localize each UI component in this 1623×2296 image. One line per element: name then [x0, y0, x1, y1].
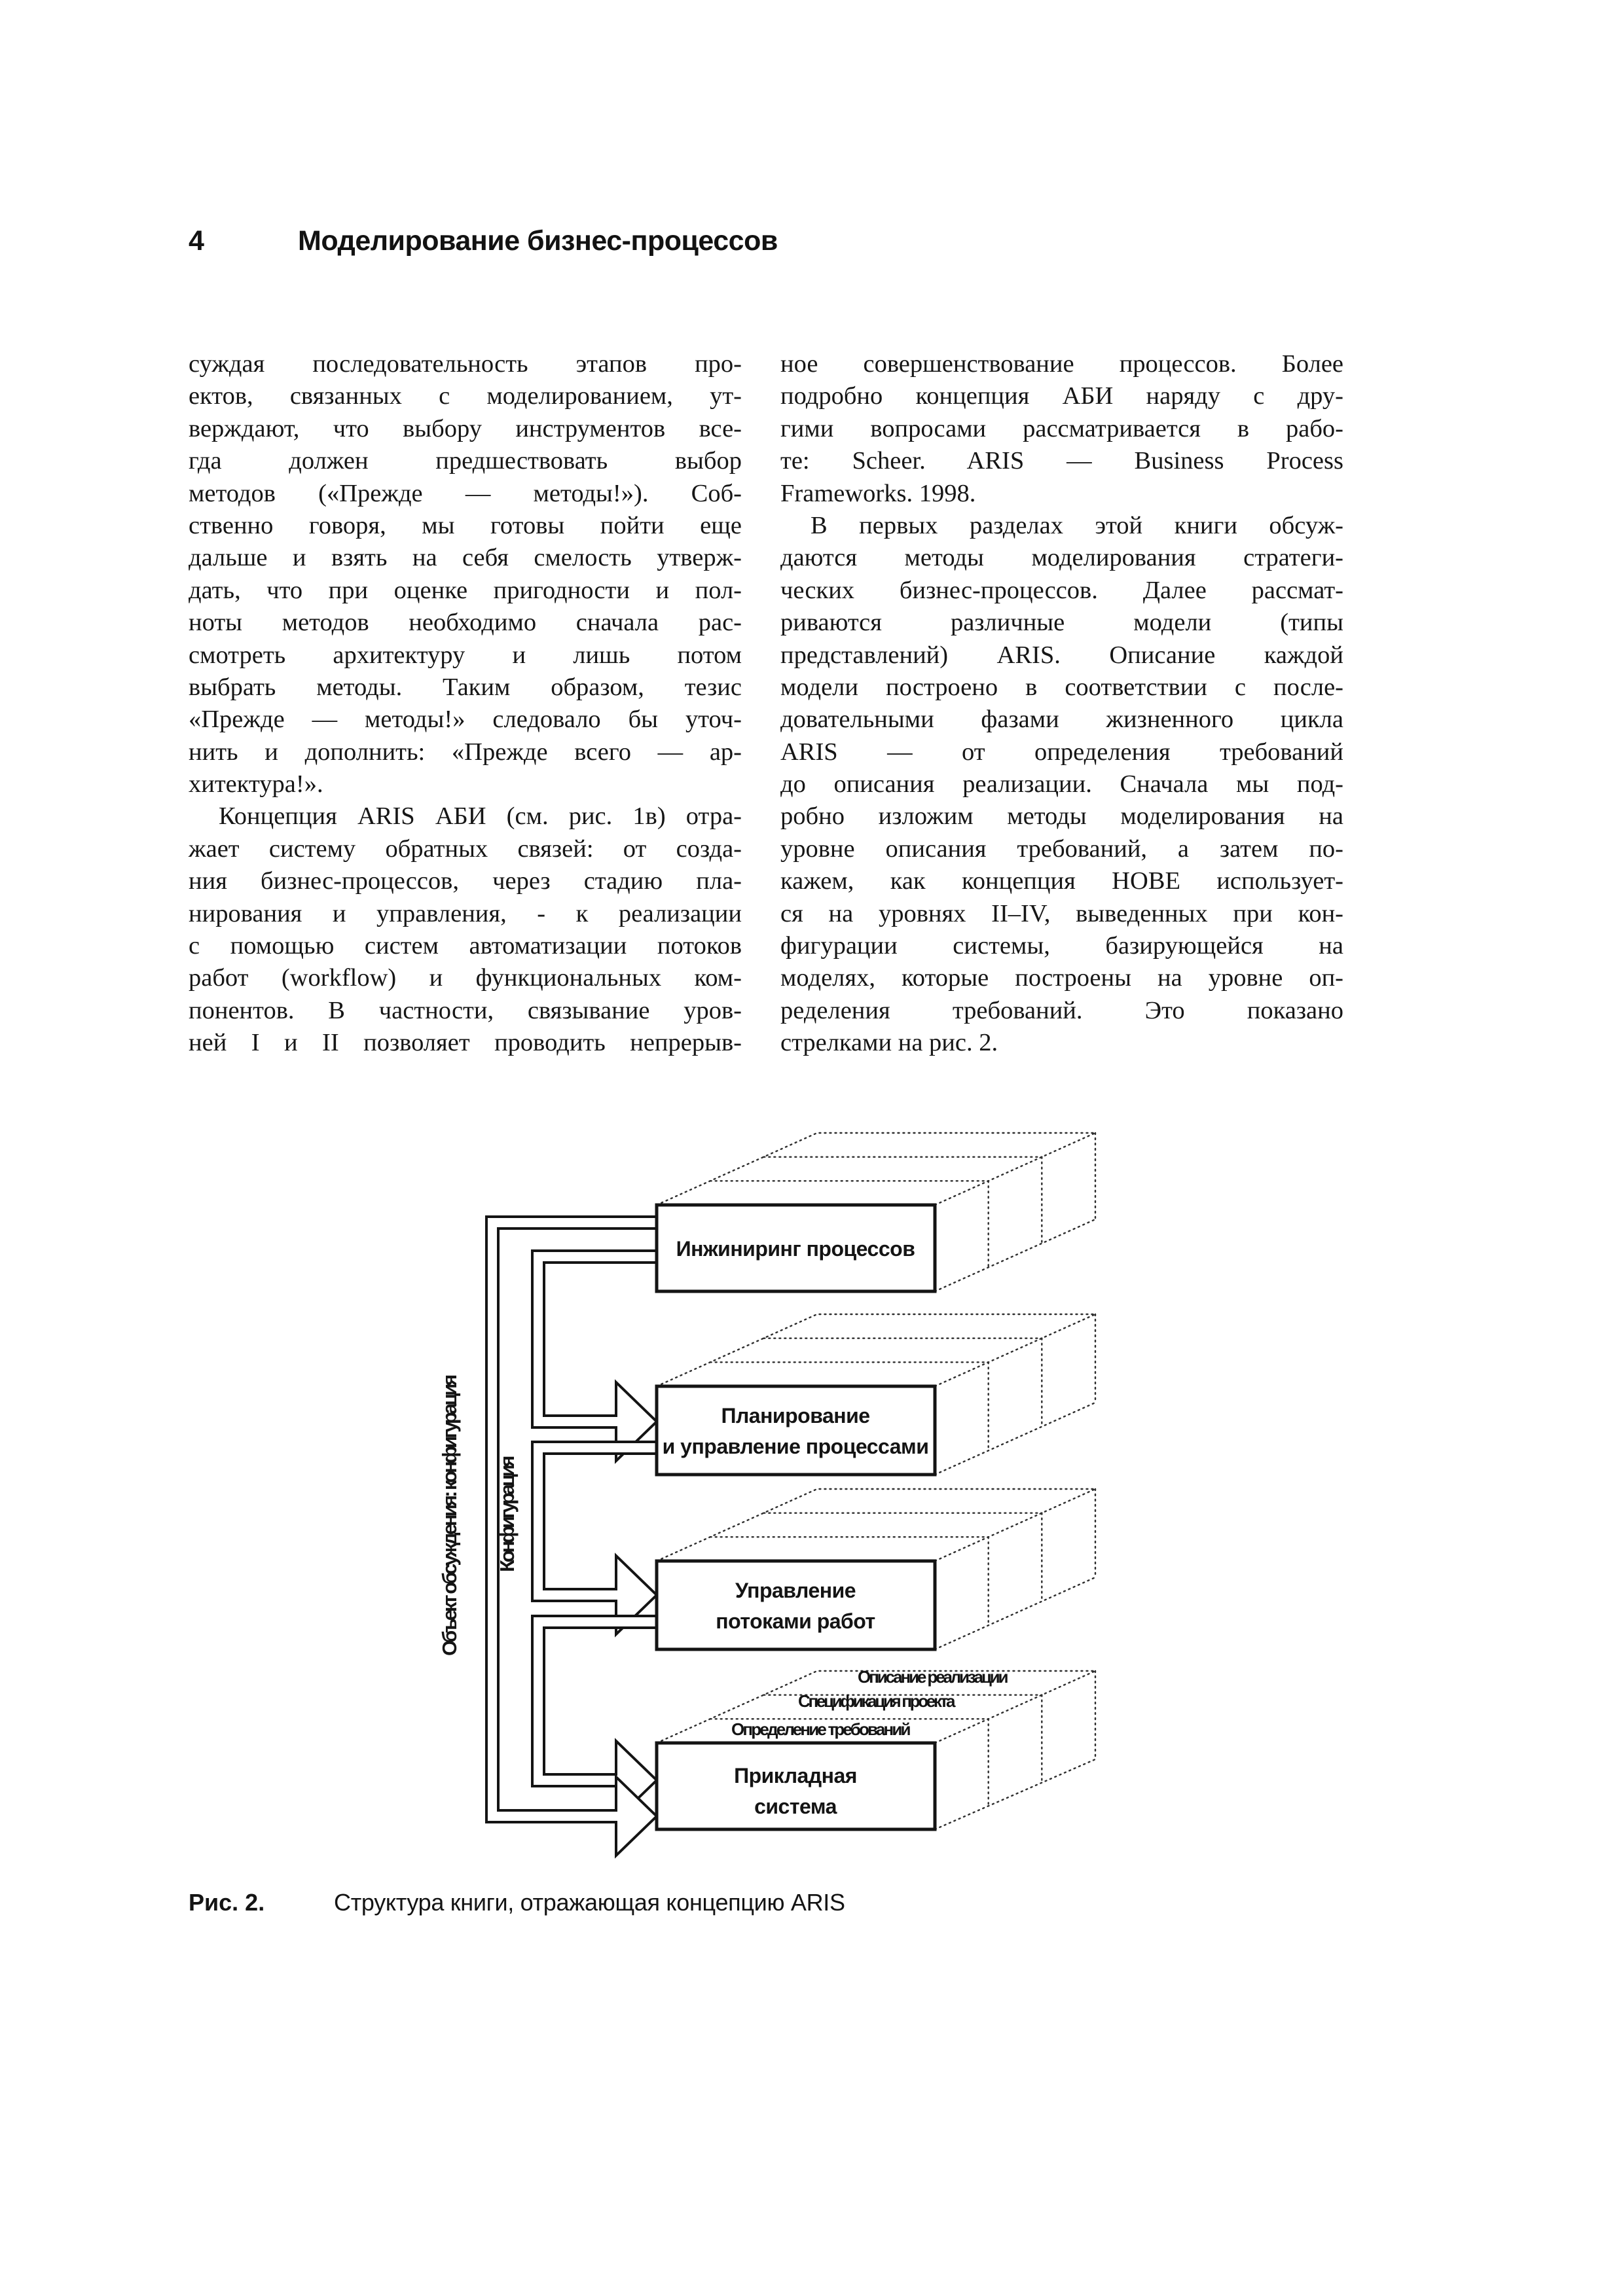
figure-caption [0, 1889, 1623, 1922]
text-line: ственно говоря, мы готовы пойти еще [189, 511, 742, 539]
figure-caption-label: Рис. 2. [189, 1889, 265, 1916]
text-line: Frameworks. 1998. [780, 479, 976, 507]
box-label-workflow-line1: Управление [735, 1579, 856, 1602]
text-line: моделях, которые построены на уровне оп- [780, 964, 1343, 992]
box-workflow-control [657, 1561, 935, 1649]
text-line: смотреть архитектуру и лишь потом [189, 641, 742, 669]
text-line: хитектура!». [189, 770, 323, 798]
text-line: Концепция ARIS АБИ (см. рис. 1в) отра- [219, 802, 742, 831]
figure-caption-text: Структура книги, отражающая концепцию ARIS [334, 1889, 845, 1916]
text-line: ческих бизнес-процессов. Далее рассмат- [780, 576, 1343, 604]
figure-2-diagram [406, 1106, 1120, 1878]
text-line: дать, что при оценке пригодности и пол- [189, 576, 742, 604]
box-label-planning-line2: и управление процессами [662, 1435, 929, 1458]
text-line: нить и дополнить: «Прежде всего — ар- [189, 738, 742, 766]
page-number: 4 [189, 225, 204, 257]
text-line: робно изложим методы моделирования на [780, 802, 1343, 831]
layer-label-requirements-definition: Определение требований [731, 1719, 911, 1739]
text-line: гда должен предшествовать выбор [189, 447, 742, 475]
text-line: «Прежде — методы!» следовало бы уточ- [189, 706, 742, 734]
text-line: с помощью систем автоматизации потоков [189, 932, 742, 960]
text-line: до описания реализации. Сначала мы под- [780, 770, 1343, 798]
text-line: гими вопросами рассматривается в рабо- [780, 414, 1343, 442]
text-line: кажем, как концепция HOBE использует- [780, 867, 1343, 895]
text-line: понентов. В частности, связывание уров- [189, 996, 742, 1024]
text-line: суждая последовательность этапов про- [189, 350, 742, 378]
text-line: даются методы моделирования стратеги- [780, 544, 1343, 572]
text-column-right [780, 348, 1343, 1060]
text-line: ноты методов необходимо сначала рас- [189, 609, 742, 637]
layer-label-implementation-description: Описание реализации [858, 1667, 1008, 1687]
connector-box3-to-box4-arrow [532, 1616, 657, 1820]
layer-label-design-specification: Спецификация проекта [798, 1691, 955, 1711]
text-line: уровне описания требований, а затем по- [780, 834, 1343, 863]
vertical-label-configuration: Конфигурация [496, 1456, 519, 1572]
box-label-process-engineering: Инжиниринг процессов [676, 1237, 915, 1261]
text-line: ектов, связанных с моделированием, ут- [189, 382, 742, 410]
text-line: работ (workflow) и функциональных ком- [189, 964, 742, 992]
text-line: модели построено в соответствии с после- [780, 673, 1343, 701]
text-line: дальше и взять на себя смелость утверж- [189, 544, 742, 572]
text-line: подробно концепция АБИ наряду с дру- [780, 382, 1343, 410]
text-line: верждают, что выбору инструментов все- [189, 414, 742, 442]
box-label-planning-line1: Планирование [721, 1404, 870, 1427]
box-label-application-line2: система [754, 1795, 837, 1818]
text-line: риваются различные модели (типы [780, 609, 1343, 637]
vertical-label-discussion-object: Объект обсуждения: конфигурация [438, 1374, 461, 1656]
box-label-application-line1: Прикладная [734, 1764, 857, 1787]
box-planning-control [657, 1386, 935, 1475]
text-line: фигурации системы, базирующейся на [780, 932, 1343, 960]
text-line: В первых разделах этой книги обсуж- [811, 511, 1343, 539]
text-line: ния бизнес-процессов, через стадию пла- [189, 867, 742, 895]
connector-box2-to-box3-arrow [532, 1442, 657, 1634]
text-line: довательными фазами жизненного цикла [780, 706, 1343, 734]
text-line: жает систему обратных связей: от созда- [189, 834, 742, 863]
text-line: выбрать методы. Таким образом, тезис [189, 673, 742, 701]
text-line: стрелками на рис. 2. [780, 1029, 998, 1057]
text-line: ARIS — от определения требований [780, 738, 1343, 766]
box-label-workflow-line2: потоками работ [716, 1609, 875, 1633]
text-line: те: Scheer. ARIS — Business Process [780, 447, 1343, 475]
text-line: методов («Прежде — методы!»). Соб- [189, 479, 742, 507]
text-line: ней I и II позволяет проводить непрерыв- [189, 1029, 742, 1057]
connector-box1-to-box2-arrow [532, 1251, 657, 1461]
text-line: ся на уровнях II–IV, выведенных при кон- [780, 899, 1343, 927]
page-header [0, 225, 1623, 262]
text-line: ное совершенствование процессов. Более [780, 350, 1343, 378]
running-head-title: Моделирование бизнес-процессов [298, 225, 778, 257]
text-line: представлений) ARIS. Описание каждой [780, 641, 1343, 669]
text-column-left [189, 348, 742, 1060]
text-line: нирования и управления, - к реализации [189, 899, 742, 927]
text-line: ределения требований. Это показано [780, 996, 1343, 1024]
